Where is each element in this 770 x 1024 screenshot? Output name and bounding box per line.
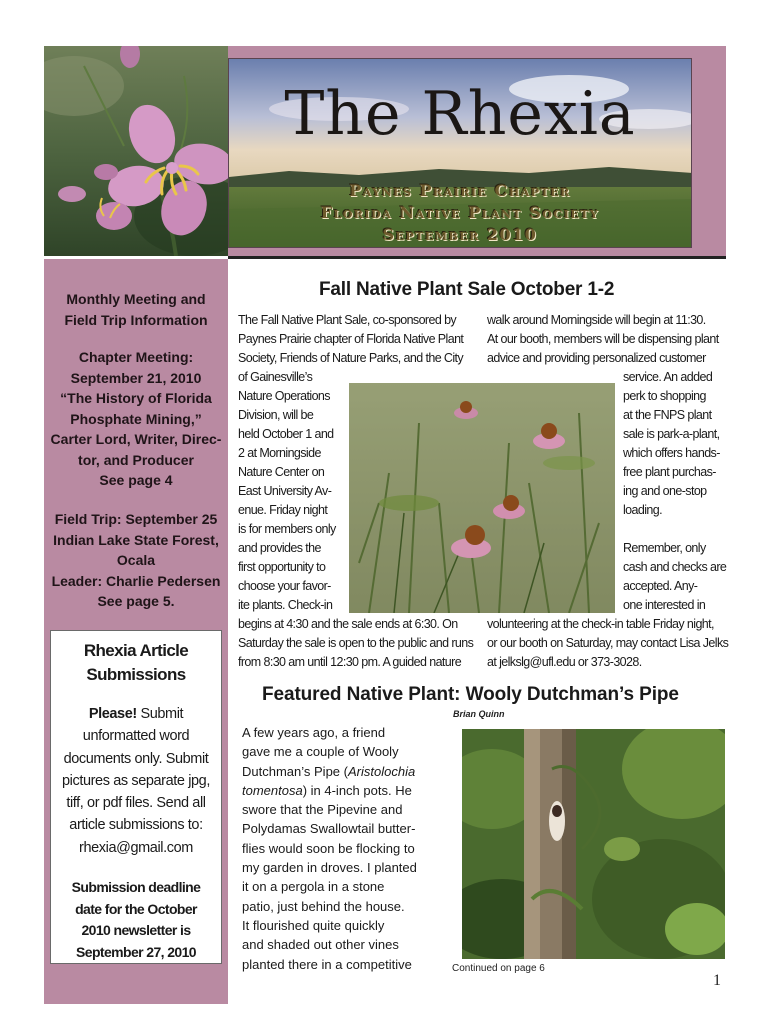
article-title-plant-sale: Fall Native Plant Sale October 1-2 <box>319 279 615 300</box>
chapter-name: Paynes Prairie Chapter <box>349 181 571 200</box>
society-name: Florida Native Plant Society <box>320 203 600 222</box>
article-title-featured-plant: Featured Native Plant: Wooly Dutchman’s Pipe <box>262 684 679 705</box>
plant-sale-right-top: walk around Morningside will begin at 11:30. At our booth, members will be dispensing plant advice and providing personalized customer <box>487 313 719 365</box>
rhexia-flower-photo <box>44 46 228 256</box>
chapter-meeting-info: Chapter Meeting: September 21, 2010 “The History of Florida Phosphate Mining,” Carter Lord, Writer, Direc- tor, and Producer See page 4 <box>50 349 222 488</box>
issue-date: September 2010 <box>382 225 538 244</box>
meeting-heading: Monthly Meeting and Field Trip Information <box>64 291 208 328</box>
plant-sale-right-bottom: volunteering at the check-in table Friday night, or our booth on Saturday, may contact Lisa Jelks at jelkslg@ufl.edu or 373-3028. <box>487 615 732 672</box>
submissions-title: Rhexia Article Submissions <box>83 641 189 684</box>
submission-deadline: Submission deadline date for the October 2010 newsletter is September 27, 2010 <box>71 879 201 960</box>
submissions-email[interactable]: rhexia@gmail.com <box>79 839 193 856</box>
plant-sale-right-side: service. An added perk to shopping at the FNPS plant sale is park-a-plant, which offers hands- free plant purchas- ing and one-stop loading. Remember, only cash and checks are accepted. Any- one interested in <box>623 370 727 612</box>
article-author: Brian Quinn <box>453 709 505 719</box>
dutchmans-pipe-photo <box>462 729 725 959</box>
coneflower-photo <box>349 383 615 613</box>
submissions-instructions: Please! Submit unformatted word documents only. Submit pictures as separate jpg, tiff, or pdf files. Send all article submissions to: rhexia@gmail.com <box>51 703 221 859</box>
field-trip-info: Field Trip: September 25 Indian Lake State Forest, Ocala Leader: Charlie Pedersen See page 5. <box>51 511 221 609</box>
page-number: 1 <box>713 972 721 989</box>
featured-plant-text: A few years ago, a friend gave me a couple of Wooly Dutchman’s Pipe (Aristolochia tomentosa) in 4-inch pots. He swore that the Pipevine and Polydamas Swallowtail butter- flies would soon be flocking to my garden in droves. I planted it on a pergola in a stone patio, just behind the house. It flourished quite quickly and shaded out other vines planted there in a competitive <box>242 725 417 972</box>
continued-note: Continued on page 6 <box>452 963 545 974</box>
newsletter-title: The Rhexia <box>284 79 636 149</box>
plant-sale-left-column: The Fall Native Plant Sale, co-sponsored by Paynes Prairie chapter of Florida Native Plant Society, Friends of Nature Parks, and the City of Gainesville’s Nature Operations Division, will be held October 1 and 2 at Morningside Nature Center on East University Av- enue. Friday night is for members only and provides the first opportunity to choose your favor- ite plants. Check-in begins at 4:30 and the sale ends at 6:30. On Saturday the sale is open to the public and runs from 8:30 am until 12:30 pm. A guided nature <box>238 313 474 669</box>
masthead-banner <box>228 58 692 248</box>
submissions-box <box>50 630 222 964</box>
header-rule <box>228 256 726 259</box>
contact-email[interactable]: at jelkslg@ufl.edu or 373-3028. <box>487 655 642 669</box>
